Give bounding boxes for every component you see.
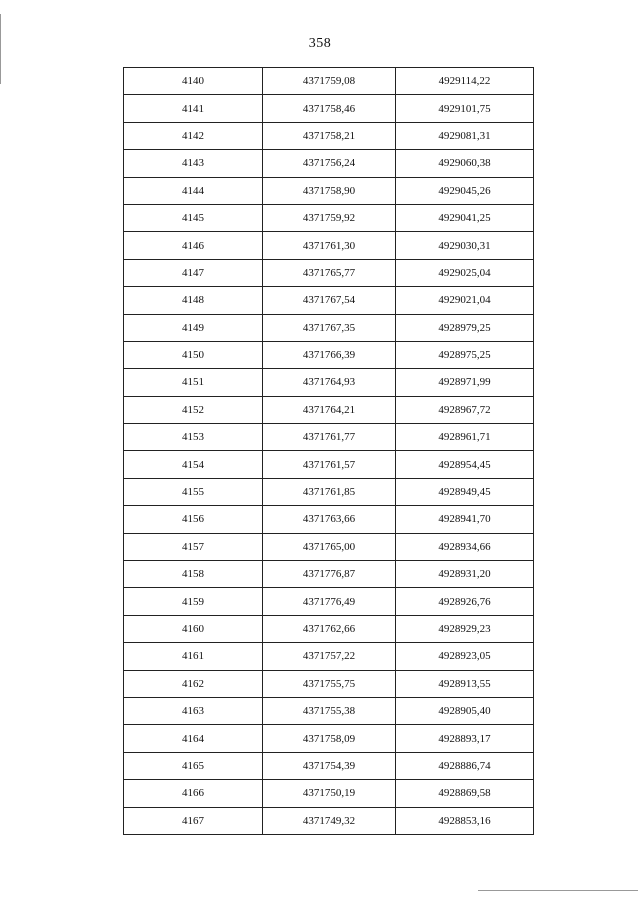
y-coordinate-cell: 4929114,22 — [396, 68, 534, 95]
y-coordinate-cell: 4928926,76 — [396, 588, 534, 615]
table-row — [124, 122, 534, 149]
y-coordinate-cell: 4928971,99 — [396, 369, 534, 396]
point-number-cell: 4150 — [124, 341, 263, 368]
y-coordinate-cell: 4928853,16 — [396, 807, 534, 834]
x-coordinate-cell: 4371761,77 — [263, 424, 396, 451]
x-coordinate-cell: 4371754,39 — [263, 752, 396, 779]
point-number-cell: 4160 — [124, 615, 263, 642]
y-coordinate-cell: 4928934,66 — [396, 533, 534, 560]
y-coordinate-cell: 4928905,40 — [396, 697, 534, 724]
x-coordinate-cell: 4371750,19 — [263, 780, 396, 807]
table-row — [124, 150, 534, 177]
x-coordinate-cell: 4371758,21 — [263, 122, 396, 149]
point-number-cell: 4140 — [124, 68, 263, 95]
y-coordinate-cell: 4928941,70 — [396, 506, 534, 533]
page-number: 358 — [308, 36, 332, 51]
x-coordinate-cell: 4371764,93 — [263, 369, 396, 396]
y-coordinate-cell: 4928961,71 — [396, 424, 534, 451]
y-coordinate-cell: 4928967,72 — [396, 396, 534, 423]
y-coordinate-cell: 4928931,20 — [396, 561, 534, 588]
y-coordinate-cell: 4929030,31 — [396, 232, 534, 259]
y-coordinate-cell: 4929041,25 — [396, 204, 534, 231]
x-coordinate-cell: 4371758,09 — [263, 725, 396, 752]
x-coordinate-cell: 4371758,90 — [263, 177, 396, 204]
table-row — [124, 780, 534, 807]
table-row — [124, 533, 534, 560]
point-number-cell: 4155 — [124, 478, 263, 505]
table-row — [124, 396, 534, 423]
point-number-cell: 4151 — [124, 369, 263, 396]
x-coordinate-cell: 4371763,66 — [263, 506, 396, 533]
table-row — [124, 670, 534, 697]
point-number-cell: 4163 — [124, 697, 263, 724]
y-coordinate-cell: 4929101,75 — [396, 95, 534, 122]
point-number-cell: 4149 — [124, 314, 263, 341]
point-number-cell: 4143 — [124, 150, 263, 177]
point-number-cell: 4148 — [124, 287, 263, 314]
x-coordinate-cell: 4371762,66 — [263, 615, 396, 642]
x-coordinate-cell: 4371776,87 — [263, 561, 396, 588]
table-row — [124, 259, 534, 286]
point-number-cell: 4158 — [124, 561, 263, 588]
x-coordinate-cell: 4371766,39 — [263, 341, 396, 368]
x-coordinate-cell: 4371761,30 — [263, 232, 396, 259]
y-coordinate-cell: 4928923,05 — [396, 643, 534, 670]
x-coordinate-cell: 4371761,57 — [263, 451, 396, 478]
table-row — [124, 725, 534, 752]
table-row — [124, 204, 534, 231]
scan-edge-mark-top-left — [0, 14, 1, 84]
x-coordinate-cell: 4371755,75 — [263, 670, 396, 697]
table-row — [124, 588, 534, 615]
x-coordinate-cell: 4371759,92 — [263, 204, 396, 231]
table-row — [124, 232, 534, 259]
table-row — [124, 424, 534, 451]
table-row — [124, 807, 534, 834]
y-coordinate-cell: 4928954,45 — [396, 451, 534, 478]
point-number-cell: 4144 — [124, 177, 263, 204]
point-number-cell: 4146 — [124, 232, 263, 259]
point-number-cell: 4152 — [124, 396, 263, 423]
y-coordinate-cell: 4929060,38 — [396, 150, 534, 177]
y-coordinate-cell: 4928975,25 — [396, 341, 534, 368]
y-coordinate-cell: 4929025,04 — [396, 259, 534, 286]
point-number-cell: 4156 — [124, 506, 263, 533]
x-coordinate-cell: 4371749,32 — [263, 807, 396, 834]
point-number-cell: 4145 — [124, 204, 263, 231]
y-coordinate-cell: 4928869,58 — [396, 780, 534, 807]
table-row — [124, 506, 534, 533]
y-coordinate-cell: 4928949,45 — [396, 478, 534, 505]
y-coordinate-cell: 4929021,04 — [396, 287, 534, 314]
table-row — [124, 752, 534, 779]
y-coordinate-cell: 4929081,31 — [396, 122, 534, 149]
table-row — [124, 697, 534, 724]
point-number-cell: 4164 — [124, 725, 263, 752]
point-number-cell: 4165 — [124, 752, 263, 779]
point-number-cell: 4159 — [124, 588, 263, 615]
table-row — [124, 177, 534, 204]
point-number-cell: 4142 — [124, 122, 263, 149]
scan-edge-mark-bottom-right — [478, 890, 638, 891]
x-coordinate-cell: 4371767,54 — [263, 287, 396, 314]
point-number-cell: 4162 — [124, 670, 263, 697]
point-number-cell: 4167 — [124, 807, 263, 834]
table-row — [124, 314, 534, 341]
point-number-cell: 4147 — [124, 259, 263, 286]
table-body — [124, 68, 534, 835]
y-coordinate-cell: 4928929,23 — [396, 615, 534, 642]
x-coordinate-cell: 4371764,21 — [263, 396, 396, 423]
table-row — [124, 478, 534, 505]
y-coordinate-cell: 4928886,74 — [396, 752, 534, 779]
x-coordinate-cell: 4371757,22 — [263, 643, 396, 670]
point-number-cell: 4166 — [124, 780, 263, 807]
x-coordinate-cell: 4371767,35 — [263, 314, 396, 341]
table-row — [124, 561, 534, 588]
y-coordinate-cell: 4929045,26 — [396, 177, 534, 204]
point-number-cell: 4157 — [124, 533, 263, 560]
table-row — [124, 615, 534, 642]
x-coordinate-cell: 4371758,46 — [263, 95, 396, 122]
y-coordinate-cell: 4928913,55 — [396, 670, 534, 697]
point-number-cell: 4153 — [124, 424, 263, 451]
point-number-cell: 4161 — [124, 643, 263, 670]
table-row — [124, 643, 534, 670]
y-coordinate-cell: 4928979,25 — [396, 314, 534, 341]
x-coordinate-cell: 4371765,77 — [263, 259, 396, 286]
point-number-cell: 4141 — [124, 95, 263, 122]
table-row — [124, 68, 534, 95]
table-row — [124, 451, 534, 478]
table-row — [124, 341, 534, 368]
coordinates-table — [123, 67, 534, 835]
x-coordinate-cell: 4371755,38 — [263, 697, 396, 724]
y-coordinate-cell: 4928893,17 — [396, 725, 534, 752]
point-number-cell: 4154 — [124, 451, 263, 478]
table-row — [124, 369, 534, 396]
table-row — [124, 95, 534, 122]
x-coordinate-cell: 4371761,85 — [263, 478, 396, 505]
x-coordinate-cell: 4371756,24 — [263, 150, 396, 177]
x-coordinate-cell: 4371765,00 — [263, 533, 396, 560]
table-row — [124, 287, 534, 314]
x-coordinate-cell: 4371776,49 — [263, 588, 396, 615]
x-coordinate-cell: 4371759,08 — [263, 68, 396, 95]
